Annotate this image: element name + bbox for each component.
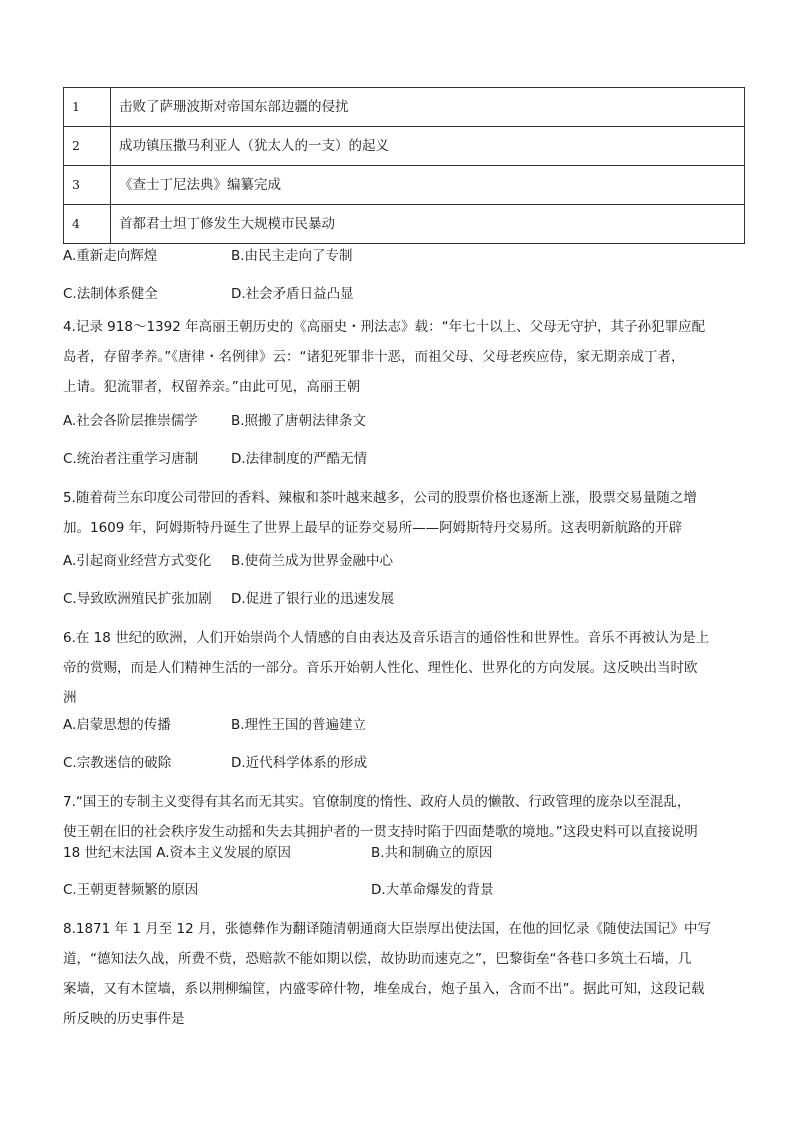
q6-option-a: A.启蒙思想的传播	[63, 717, 171, 733]
table-row	[64, 88, 745, 127]
q4-options-row-2	[63, 449, 367, 469]
q3-options-row-2	[63, 284, 354, 304]
q4-option-b: B.照搬了唐朝法律条文	[231, 413, 367, 429]
q4-option-d: D.法律制度的严酷无情	[231, 451, 368, 467]
q6-line: 洲	[63, 690, 77, 706]
q4-stem	[63, 312, 745, 402]
q6-option-c: C.宗教迷信的破除	[63, 755, 172, 771]
row-number: 1	[64, 88, 111, 127]
q5-option-a: A.引起商业经营方式变化	[63, 553, 212, 569]
q4-line: 上请。犯流罪者，权留养亲。”由此可见，高丽王朝	[63, 379, 361, 395]
q5-line: 加。1609 年，阿姆斯特丹诞生了世界上最早的证券交易所——阿姆斯特丹交易所。这表明新航路的开辟	[63, 520, 683, 536]
table-row	[64, 127, 745, 166]
row-number: 3	[64, 166, 111, 205]
q7-stem	[63, 787, 745, 847]
q3-option-d: D.社会矛盾日益凸显	[231, 286, 354, 302]
q7-option-c: C.王朝更替频繁的原因	[63, 882, 199, 898]
row-event: 首都君士坦丁修发生大规模市民暴动	[111, 205, 745, 244]
row-number: 4	[64, 205, 111, 244]
q5-stem	[63, 483, 745, 543]
q5-option-b: B.使荷兰成为世界金融中心	[231, 553, 394, 569]
q3-option-a: A.重新走向辉煌	[63, 248, 158, 264]
q8-line: 案墙，又有木筐墙，系以荆柳编筐，内盛零碎什物，堆垒成台，炮子虽入，含而不出”。据此可知，这段记载	[63, 981, 705, 997]
q7-line: 7.“国王的专制主义变得有其名而无其实。官僚制度的惰性、政府人员的懒散、行政管理的庞杂以至混乱，	[63, 794, 691, 810]
q6-options-row-1	[63, 715, 366, 735]
q6-option-d: D.近代科学体系的形成	[231, 755, 368, 771]
q8-stem	[63, 914, 745, 1034]
q7-line: 使王朝在旧的社会秩序发生动摇和失去其拥护者的一贯支持时陷于四面楚歌的境地。”这段史料可以直接说明	[63, 824, 698, 840]
q6-options-row-2	[63, 753, 367, 773]
q7-options-row-1	[63, 843, 493, 863]
q5-options-row-1	[63, 551, 393, 571]
q4-option-a: A.社会各阶层推崇儒学	[63, 413, 198, 429]
q3-options-row-1	[63, 246, 353, 266]
q4-option-c: C.统治者注重学习唐制	[63, 451, 199, 467]
q7-option-d: D.大革命爆发的背景	[371, 882, 494, 898]
q4-options-row-1	[63, 411, 366, 431]
q5-option-c: C.导致欧洲殖民扩张加剧	[63, 591, 212, 607]
table-row	[64, 166, 745, 205]
q4-line: 岛者，存留孝养。”《唐律・名例律》云：“诸犯死罪非十恶，而祖父母、父母老疾应侍，家无期亲成丁者，	[63, 349, 685, 365]
row-event: 成功镇压撒马利亚人（犹太人的一支）的起义	[111, 127, 745, 166]
q5-option-d: D.促进了银行业的迅速发展	[231, 591, 395, 607]
q6-line: 帝的赏赐，而是人们精神生活的一部分。音乐开始朝人性化、理性化、世界化的方向发展。这反映出当时欧	[63, 660, 698, 676]
q7-options-row-2	[63, 880, 494, 900]
q4-line: 4.记录 918～1392 年高丽王朝历史的《高丽史・刑法志》载：“年七十以上、父母无守护，其子孙犯罪应配	[63, 319, 706, 335]
events-table	[63, 87, 745, 244]
q5-options-row-2	[63, 589, 394, 609]
q6-line: 6.在 18 世纪的欧洲，人们开始崇尚个人情感的自由表达及音乐语言的通俗性和世界性。音乐不再被认为是上	[63, 630, 710, 646]
row-event: 《查士丁尼法典》编纂完成	[111, 166, 745, 205]
q8-line: 8.1871 年 1 月至 12 月，张德彝作为翻译随清朝通商大臣崇厚出使法国，在他的回忆录《随使法国记》中写	[63, 921, 711, 937]
q6-stem	[63, 623, 745, 713]
q8-line: 所反映的历史事件是	[63, 1011, 185, 1027]
q7-option-b: B.共和制确立的原因	[371, 845, 493, 861]
q5-line: 5.随着荷兰东印度公司带回的香料、辣椒和茶叶越来越多，公司的股票价格也逐渐上涨，股票交易量随之增	[63, 490, 697, 506]
q8-line: 道，“德知法久战，所费不赀，恐赔款不能如期以偿，故协助而速克之”，巴黎街垒“各巷口多筑土石墙，几	[63, 951, 692, 967]
row-event: 击败了萨珊波斯对帝国东部边疆的侵扰	[111, 88, 745, 127]
q6-option-b: B.理性王国的普遍建立	[231, 717, 367, 733]
q7-last-line-option-a: 18 世纪末法国 A.资本主义发展的原因	[63, 845, 292, 861]
q3-option-c: C.法制体系健全	[63, 286, 158, 302]
row-number: 2	[64, 127, 111, 166]
q3-option-b: B.由民主走向了专制	[231, 248, 353, 264]
table-row	[64, 205, 745, 244]
